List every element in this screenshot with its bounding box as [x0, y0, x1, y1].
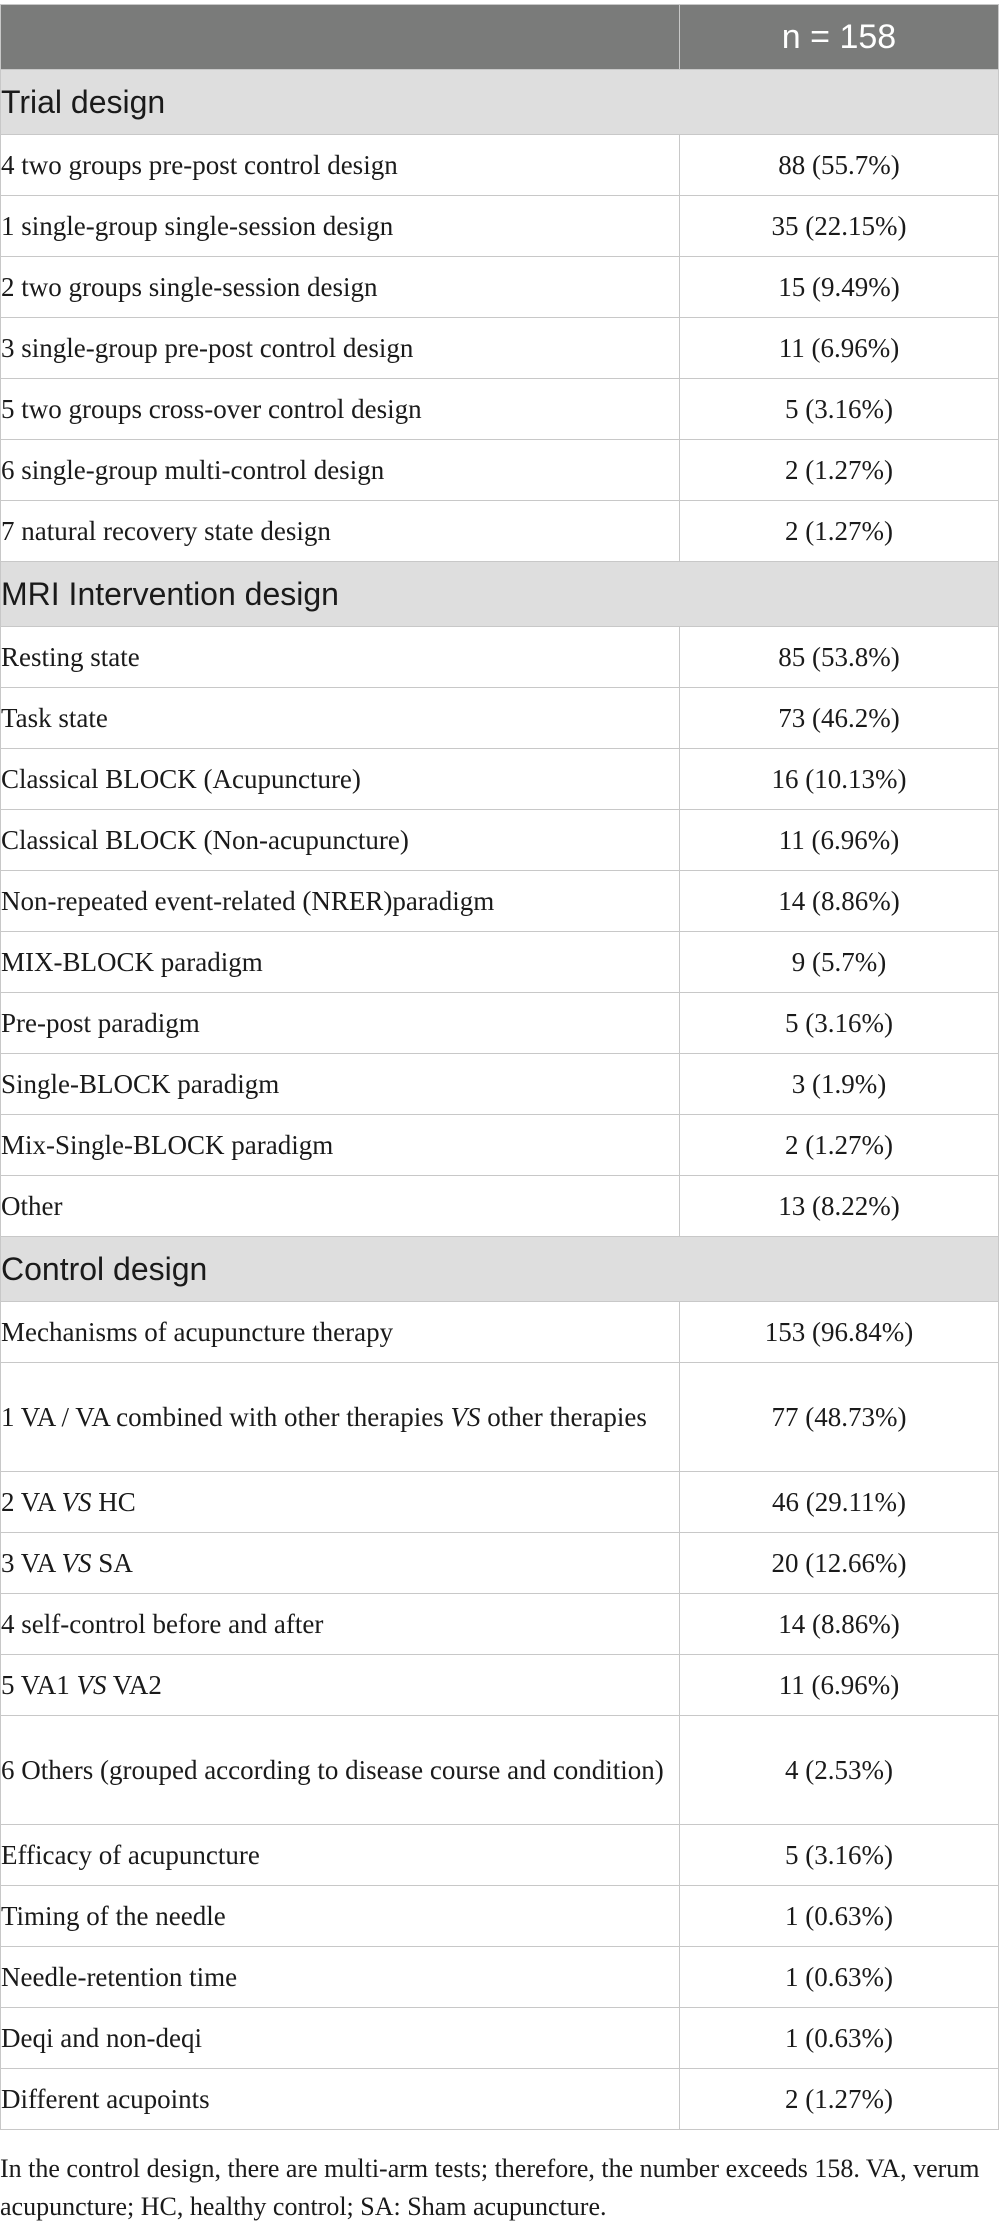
table-body [1, 70, 999, 2130]
table-row [1, 379, 999, 440]
table-row [1, 1947, 999, 2008]
row-label: Non-repeated event-related (NRER)paradigm [1, 871, 680, 932]
table-row [1, 135, 999, 196]
row-value: 11 (6.96%) [680, 1655, 999, 1716]
table-row [1, 1886, 999, 1947]
row-value: 13 (8.22%) [680, 1176, 999, 1237]
row-value: 16 (10.13%) [680, 749, 999, 810]
row-label: Classical BLOCK (Acupuncture) [1, 749, 680, 810]
row-value: 77 (48.73%) [680, 1363, 999, 1472]
row-value: 3 (1.9%) [680, 1054, 999, 1115]
row-label: Task state [1, 688, 680, 749]
table-row [1, 1302, 999, 1363]
table-row [1, 688, 999, 749]
section-title: Control design [1, 1237, 999, 1302]
row-value: 1 (0.63%) [680, 1886, 999, 1947]
section-title: Trial design [1, 70, 999, 135]
row-value: 9 (5.7%) [680, 932, 999, 993]
table-row [1, 2008, 999, 2069]
row-value: 14 (8.86%) [680, 871, 999, 932]
row-value: 88 (55.7%) [680, 135, 999, 196]
row-label: 6 single-group multi-control design [1, 440, 680, 501]
row-value: 11 (6.96%) [680, 810, 999, 871]
table-row [1, 1054, 999, 1115]
table-row [1, 1533, 999, 1594]
row-label: Mechanisms of acupuncture therapy [1, 1302, 680, 1363]
row-label: 7 natural recovery state design [1, 501, 680, 562]
table-row [1, 1363, 999, 1472]
section-header-row [1, 70, 999, 135]
table-row [1, 1594, 999, 1655]
row-value: 5 (3.16%) [680, 1825, 999, 1886]
row-label: Resting state [1, 627, 680, 688]
table-row [1, 1472, 999, 1533]
row-value: 5 (3.16%) [680, 993, 999, 1054]
table-row [1, 318, 999, 379]
row-label: 2 VA VS HC [1, 1472, 680, 1533]
row-value: 35 (22.15%) [680, 196, 999, 257]
table-row [1, 871, 999, 932]
table-row [1, 257, 999, 318]
row-label: Other [1, 1176, 680, 1237]
row-value: 5 (3.16%) [680, 379, 999, 440]
row-label: 1 single-group single-session design [1, 196, 680, 257]
row-value: 1 (0.63%) [680, 1947, 999, 2008]
table-row [1, 440, 999, 501]
section-header-row [1, 1237, 999, 1302]
table-row [1, 501, 999, 562]
row-label: 5 two groups cross-over control design [1, 379, 680, 440]
row-label: Efficacy of acupuncture [1, 1825, 680, 1886]
table-row [1, 196, 999, 257]
row-value: 15 (9.49%) [680, 257, 999, 318]
table-row [1, 1655, 999, 1716]
row-value: 46 (29.11%) [680, 1472, 999, 1533]
table-row [1, 1716, 999, 1825]
row-value: 4 (2.53%) [680, 1716, 999, 1825]
row-label: 4 self-control before and after [1, 1594, 680, 1655]
row-value: 2 (1.27%) [680, 1115, 999, 1176]
row-label: MIX-BLOCK paradigm [1, 932, 680, 993]
row-label: 5 VA1 VS VA2 [1, 1655, 680, 1716]
row-value: 11 (6.96%) [680, 318, 999, 379]
row-label: Mix-Single-BLOCK paradigm [1, 1115, 680, 1176]
table-header-row [1, 5, 999, 70]
table-row [1, 1176, 999, 1237]
section-header-row [1, 562, 999, 627]
row-label: Deqi and non-deqi [1, 2008, 680, 2069]
row-value: 14 (8.86%) [680, 1594, 999, 1655]
row-label: 3 single-group pre-post control design [1, 318, 680, 379]
table-row [1, 1825, 999, 1886]
row-label: 4 two groups pre-post control design [1, 135, 680, 196]
row-value: 2 (1.27%) [680, 2069, 999, 2130]
row-label: Pre-post paradigm [1, 993, 680, 1054]
row-value: 2 (1.27%) [680, 440, 999, 501]
table-footnote: In the control design, there are multi-arm tests; therefore, the number exceeds 158. VA, verum acupuncture; HC, healthy control; SA: Sham acupuncture. [0, 2154, 980, 2221]
table-row [1, 993, 999, 1054]
row-label: 6 Others (grouped according to disease course and condition) [1, 1716, 680, 1825]
row-label: 1 VA / VA combined with other therapies VS other therapies [1, 1363, 680, 1472]
row-value: 73 (46.2%) [680, 688, 999, 749]
row-label: Timing of the needle [1, 1886, 680, 1947]
row-value: 2 (1.27%) [680, 501, 999, 562]
row-label: Classical BLOCK (Non-acupuncture) [1, 810, 680, 871]
table-row [1, 810, 999, 871]
row-value: 85 (53.8%) [680, 627, 999, 688]
row-value: 1 (0.63%) [680, 2008, 999, 2069]
table-row [1, 749, 999, 810]
row-label: Single-BLOCK paradigm [1, 1054, 680, 1115]
header-label-cell [1, 5, 680, 70]
row-value: 153 (96.84%) [680, 1302, 999, 1363]
row-label: Different acupoints [1, 2069, 680, 2130]
row-label: Needle-retention time [1, 1947, 680, 2008]
table-row [1, 2069, 999, 2130]
table-row [1, 627, 999, 688]
table-row [1, 932, 999, 993]
row-label: 2 two groups single-session design [1, 257, 680, 318]
results-table [0, 4, 999, 2130]
row-value: 20 (12.66%) [680, 1533, 999, 1594]
row-label: 3 VA VS SA [1, 1533, 680, 1594]
table-row [1, 1115, 999, 1176]
section-title: MRI Intervention design [1, 562, 999, 627]
header-n-cell: n = 158 [680, 5, 999, 70]
